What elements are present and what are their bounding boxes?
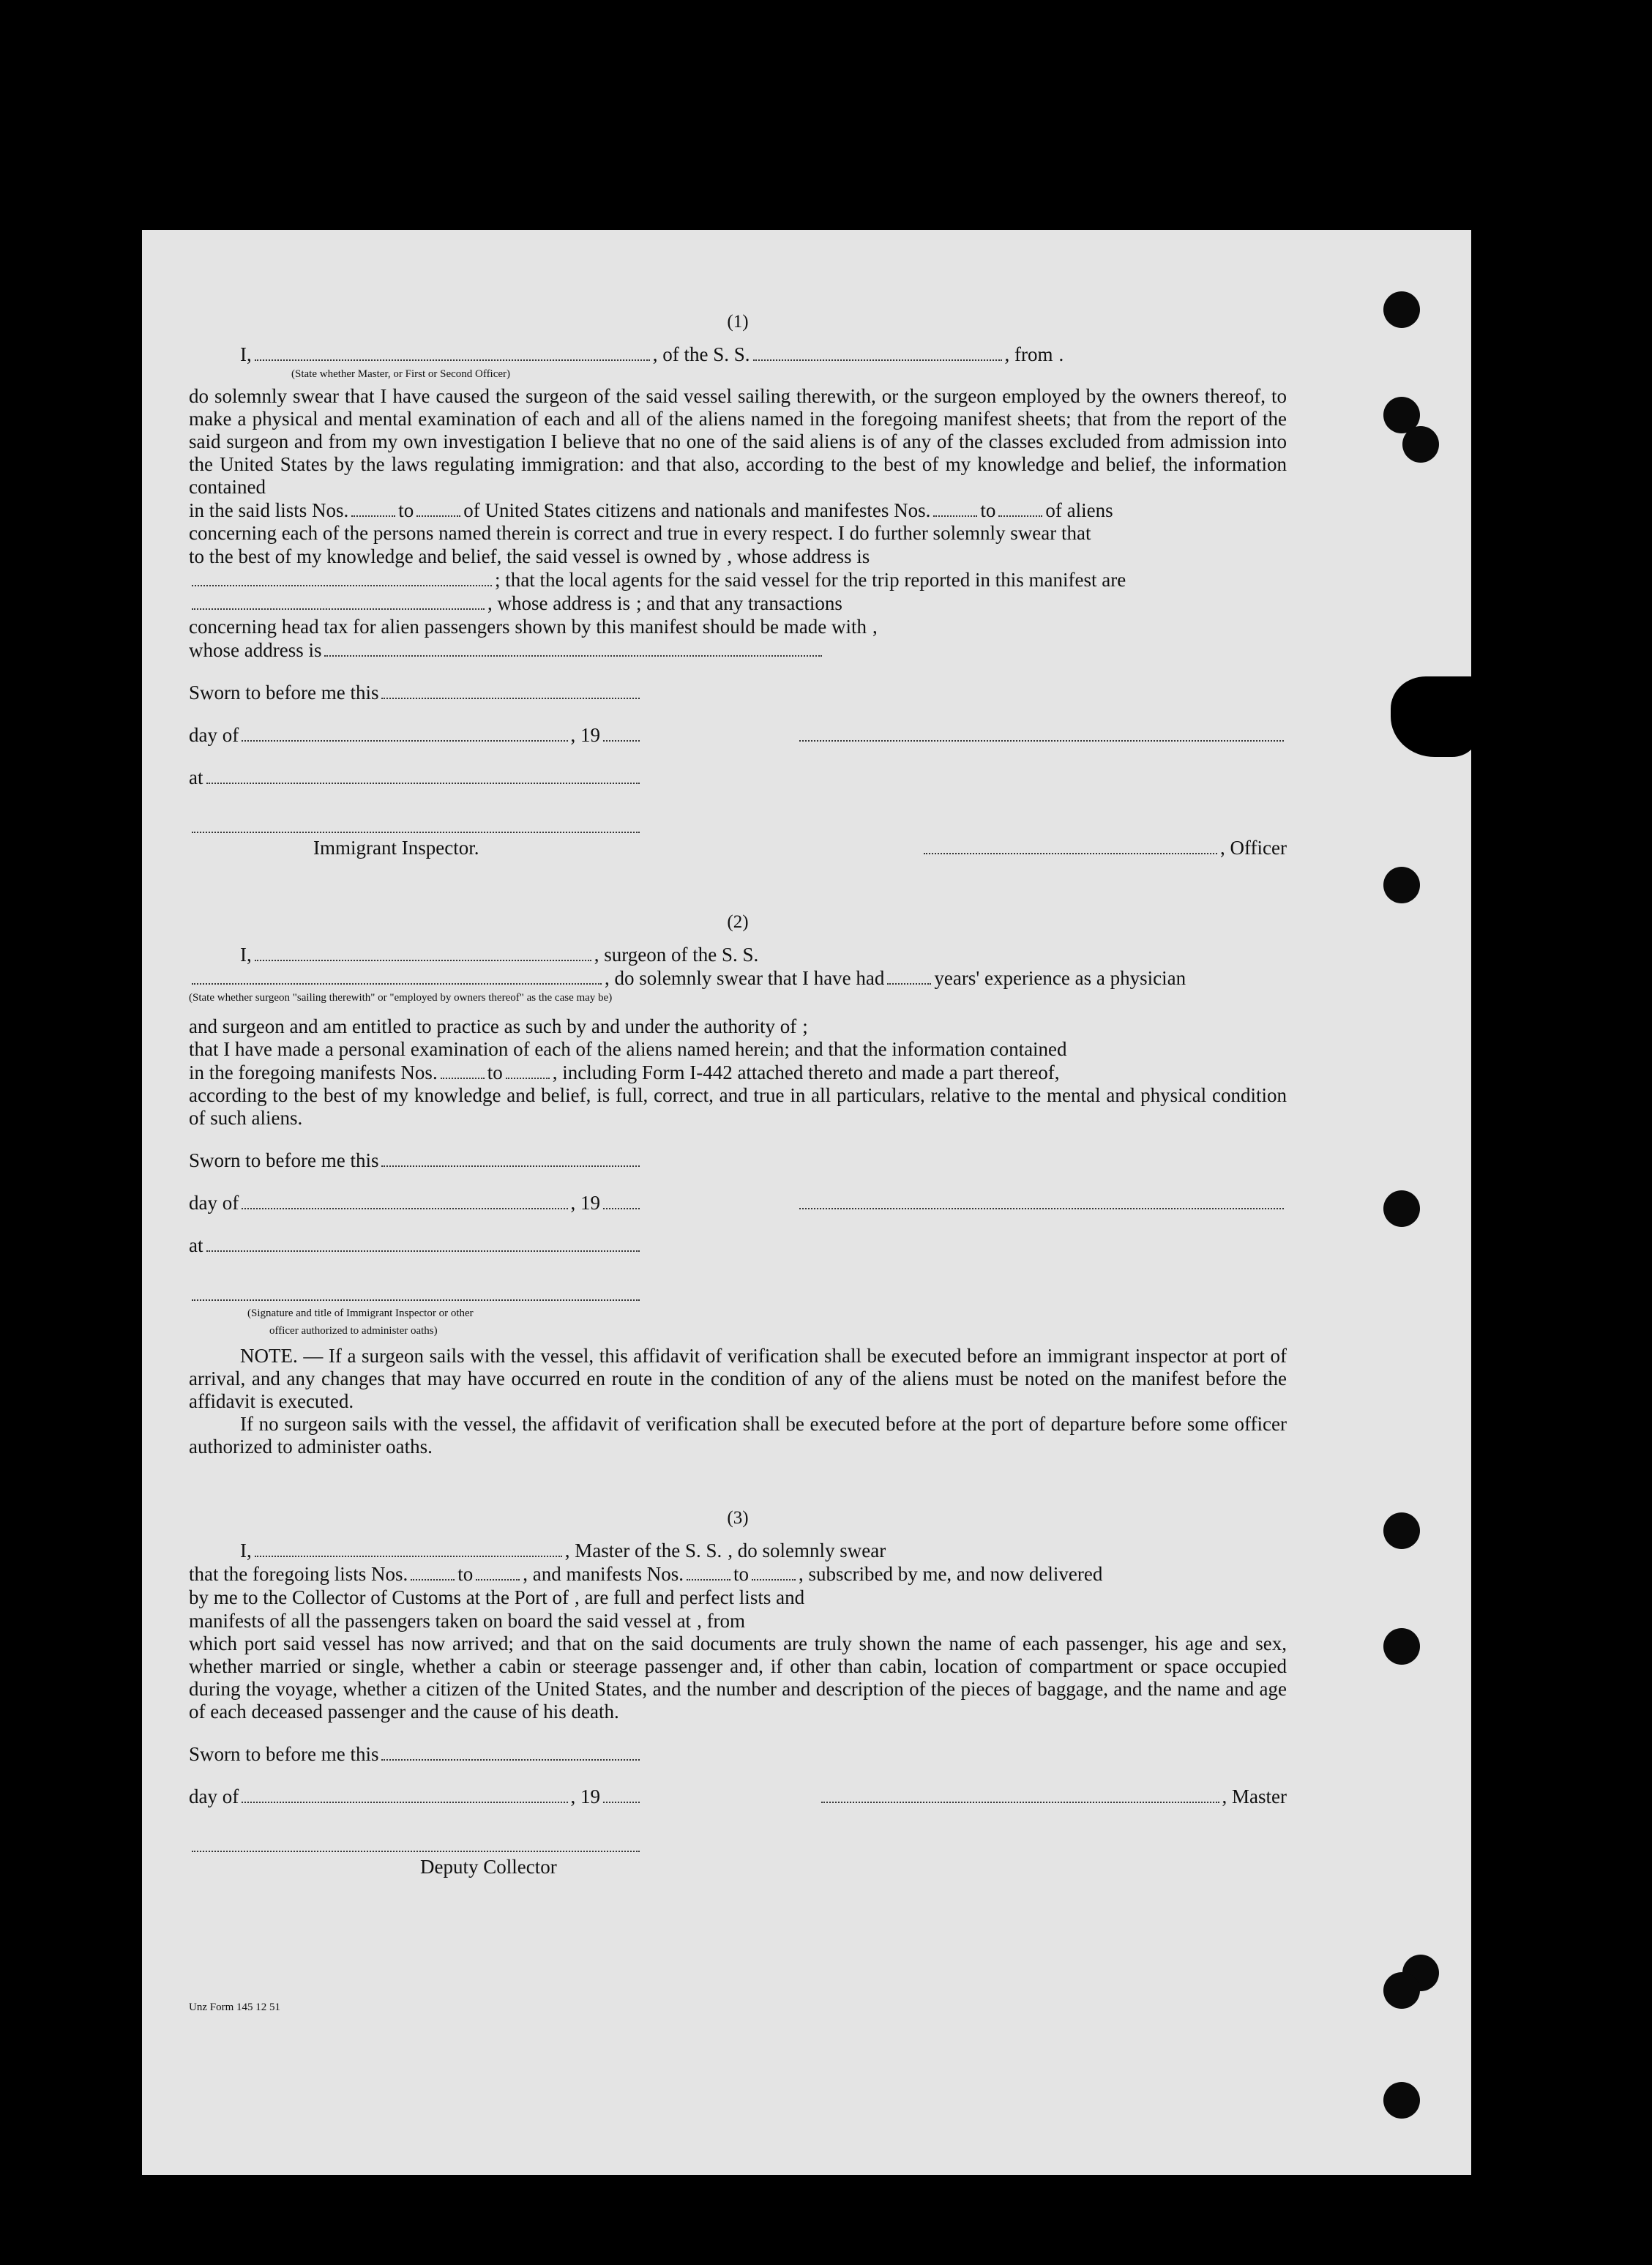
binder-hole-7 (1383, 1628, 1420, 1665)
year-field[interactable] (603, 727, 640, 742)
officer-name-field[interactable] (255, 346, 650, 361)
alien-list-from-field[interactable] (933, 502, 977, 517)
surgeon-signature-field[interactable] (799, 1195, 1284, 1209)
sworn-day-field[interactable] (381, 684, 640, 699)
month-field[interactable] (242, 1195, 567, 1209)
concerning-text: concerning each of the persons named therein is correct and true in every respect. I do further solemnly swear that (189, 522, 1091, 544)
signature-titles: Immigrant Inspector. , Officer (313, 837, 1287, 859)
month-field[interactable] (242, 727, 567, 742)
citizen-list-to-field[interactable] (416, 502, 460, 517)
lists-line: in the said lists Nos. to of United States citizens and nationals and manifestes Nos. to of aliens (189, 499, 1113, 521)
examination-text: that I have made a personal examination of each of the aliens named herein; and that the information contained (189, 1038, 1067, 1060)
surgeon-caption: (State whether surgeon "sailing therewith" or "employed by owners thereof" as the case may be) (189, 992, 613, 1004)
at-location-field[interactable] (206, 1237, 640, 1252)
agents-line: ; that the local agents for the said vessel for the trip reported in this manifest are (189, 568, 1287, 592)
collector-signature-line (189, 1837, 1287, 1852)
sworn-day-field[interactable] (381, 1152, 640, 1167)
condition-text: according to the best of my knowledge and belief, is full, correct, and true in all particulars, relative to the mental and physical condition of such aliens. (189, 1084, 1287, 1129)
manifest-to-field[interactable] (506, 1064, 550, 1079)
signature-caption-2: officer authorized to administer oaths) (269, 1325, 438, 1337)
section-number: (1) (727, 312, 749, 332)
lists-to-field[interactable] (476, 1566, 520, 1581)
at-line: at (189, 1234, 1287, 1257)
inspector-signature-field[interactable] (192, 818, 640, 833)
sworn-line: Sworn to before me this (189, 681, 1287, 704)
day-of-line: day of , 19 , Master (189, 1785, 1287, 1807)
binder-hole-4 (1383, 867, 1420, 903)
collector-title: Deputy Collector (420, 1856, 557, 1878)
master-line: I, , Master of the S. S. , do solemnly swear (240, 1540, 886, 1561)
manifest-affidavit-sheet (142, 230, 1471, 2175)
collector-signature-field[interactable] (192, 1837, 640, 1852)
binder-hole-6 (1383, 1512, 1420, 1549)
officer-signature-field[interactable] (799, 727, 1284, 742)
section-number: (3) (727, 1508, 749, 1528)
collector-line: by me to the Collector of Customs at the Port of , are full and perfect lists and (189, 1586, 805, 1608)
officer-caption: (State whether Master, or First or Second Officer) (291, 368, 511, 380)
year-field[interactable] (603, 1788, 640, 1803)
citizen-list-from-field[interactable] (351, 502, 395, 517)
surgeon-name-field[interactable] (255, 947, 591, 961)
head-tax-line: concerning head tax for alien passengers shown by this manifest should be made with , (189, 616, 878, 638)
day-of-line: day of , 19 (189, 1191, 1287, 1214)
head-tax-address-line: whose address is (189, 638, 1287, 662)
manifests-from-field[interactable] (687, 1566, 730, 1581)
year-field[interactable] (603, 1195, 640, 1209)
officer-title-field[interactable] (924, 840, 1217, 854)
oath-paragraph: do solemnly swear that I have caused the surgeon of the said vessel sailing therewith, or the surgeon employed by the owners thereof, to make a physical and mental examination of each and all of the aliens named in the foregoing manifest sheets; that from the report of the said surgeon and from my own investigation I believe that no one of the said aliens is of any of the classes excluded from admission into the United States by the laws regulating immigration: and that also, according to the best of my knowledge and belief, the information contained (189, 385, 1287, 498)
owner-line: to the best of my knowledge and belief, the said vessel is owned by , whose address is (189, 545, 870, 567)
binder-hole-9 (1383, 1972, 1420, 2009)
master-name-field[interactable] (255, 1542, 562, 1557)
master-signature-field[interactable] (821, 1788, 1219, 1803)
arrival-paragraph: which port said vessel has now arrived; and that on the said documents are truly shown the name of each passenger, his age and sex, whether married or single, whether a cabin or steerage passenger and, if other than cabin, location of compartment or space occupied during the voyage, whether a citizen of the United States, and the number and description of the pieces of baggage, and the name and age of each deceased passenger and the cause of his death. (189, 1632, 1287, 1723)
affidavit-section-2 (189, 912, 1287, 1458)
sworn-line: Sworn to before me this (189, 1742, 1287, 1766)
inspector-signature-line (189, 818, 1287, 833)
owner-address-field[interactable] (192, 572, 492, 586)
binder-hole-1 (1383, 291, 1420, 328)
month-field[interactable] (242, 1788, 567, 1803)
inspector-signature-field[interactable] (192, 1286, 640, 1301)
binder-hole-10 (1383, 2082, 1420, 2119)
officer-line: I, , of the S. S. , from . (240, 343, 1064, 365)
foregoing-lists-line: that the foregoing lists Nos. to , and manifests Nos. to , subscribed by me, and now delivered (189, 1563, 1103, 1585)
section-number: (2) (727, 912, 749, 932)
lists-from-field[interactable] (411, 1566, 455, 1581)
manifests-line: in the foregoing manifests Nos. to , including Form I-442 attached thereto and made a part thereof, (189, 1061, 1060, 1083)
affidavit-section-1 (189, 312, 1287, 859)
signature-caption-1: (Signature and title of Immigrant Inspector or other (247, 1307, 474, 1319)
note-paragraph-2: If no surgeon sails with the vessel, the affidavit of verification shall be executed before at the port of departure before some officer authorized to administer oaths. (189, 1413, 1287, 1458)
agent-address-line: , whose address is ; and that any transactions (189, 592, 1287, 615)
manifests-to-field[interactable] (752, 1566, 796, 1581)
alien-list-to-field[interactable] (998, 502, 1042, 517)
day-of-line: day of , 19 (189, 723, 1287, 747)
years-field[interactable] (887, 970, 931, 985)
agents-field[interactable] (192, 595, 485, 610)
inspector-signature-line (189, 1286, 1287, 1301)
ship-name-field[interactable] (753, 346, 1002, 361)
at-line: at (189, 766, 1287, 789)
affidavit-section-3 (189, 1508, 1287, 1878)
experience-line: , do solemnly swear that I have had years' experience as a physician (189, 966, 1287, 990)
surgeon-status-field[interactable] (192, 970, 602, 985)
binder-hole-3 (1402, 426, 1439, 463)
binder-hole-5 (1383, 1190, 1420, 1227)
at-location-field[interactable] (206, 769, 640, 784)
sworn-line: Sworn to before me this (189, 1149, 1287, 1172)
head-tax-address-field[interactable] (324, 642, 822, 657)
authority-line: and surgeon and am entitled to practice as such by and under the authority of ; (189, 1015, 808, 1037)
manifest-from-field[interactable] (441, 1064, 485, 1079)
boarded-line: manifests of all the passengers taken on board the said vessel at , from (189, 1610, 746, 1632)
form-code: Unz Form 145 12 51 (189, 2001, 280, 2013)
sworn-day-field[interactable] (381, 1746, 640, 1761)
note-paragraph: NOTE. — If a surgeon sails with the vessel, this affidavit of verification shall be executed before an immigrant inspector at port of arrival, and any changes that may have occurred en route in the condition of any of the aliens must be noted on the manifest before the affidavit is executed. (189, 1345, 1287, 1412)
torn-edge (1391, 676, 1471, 757)
surgeon-line: I, , surgeon of the S. S. (240, 944, 759, 966)
